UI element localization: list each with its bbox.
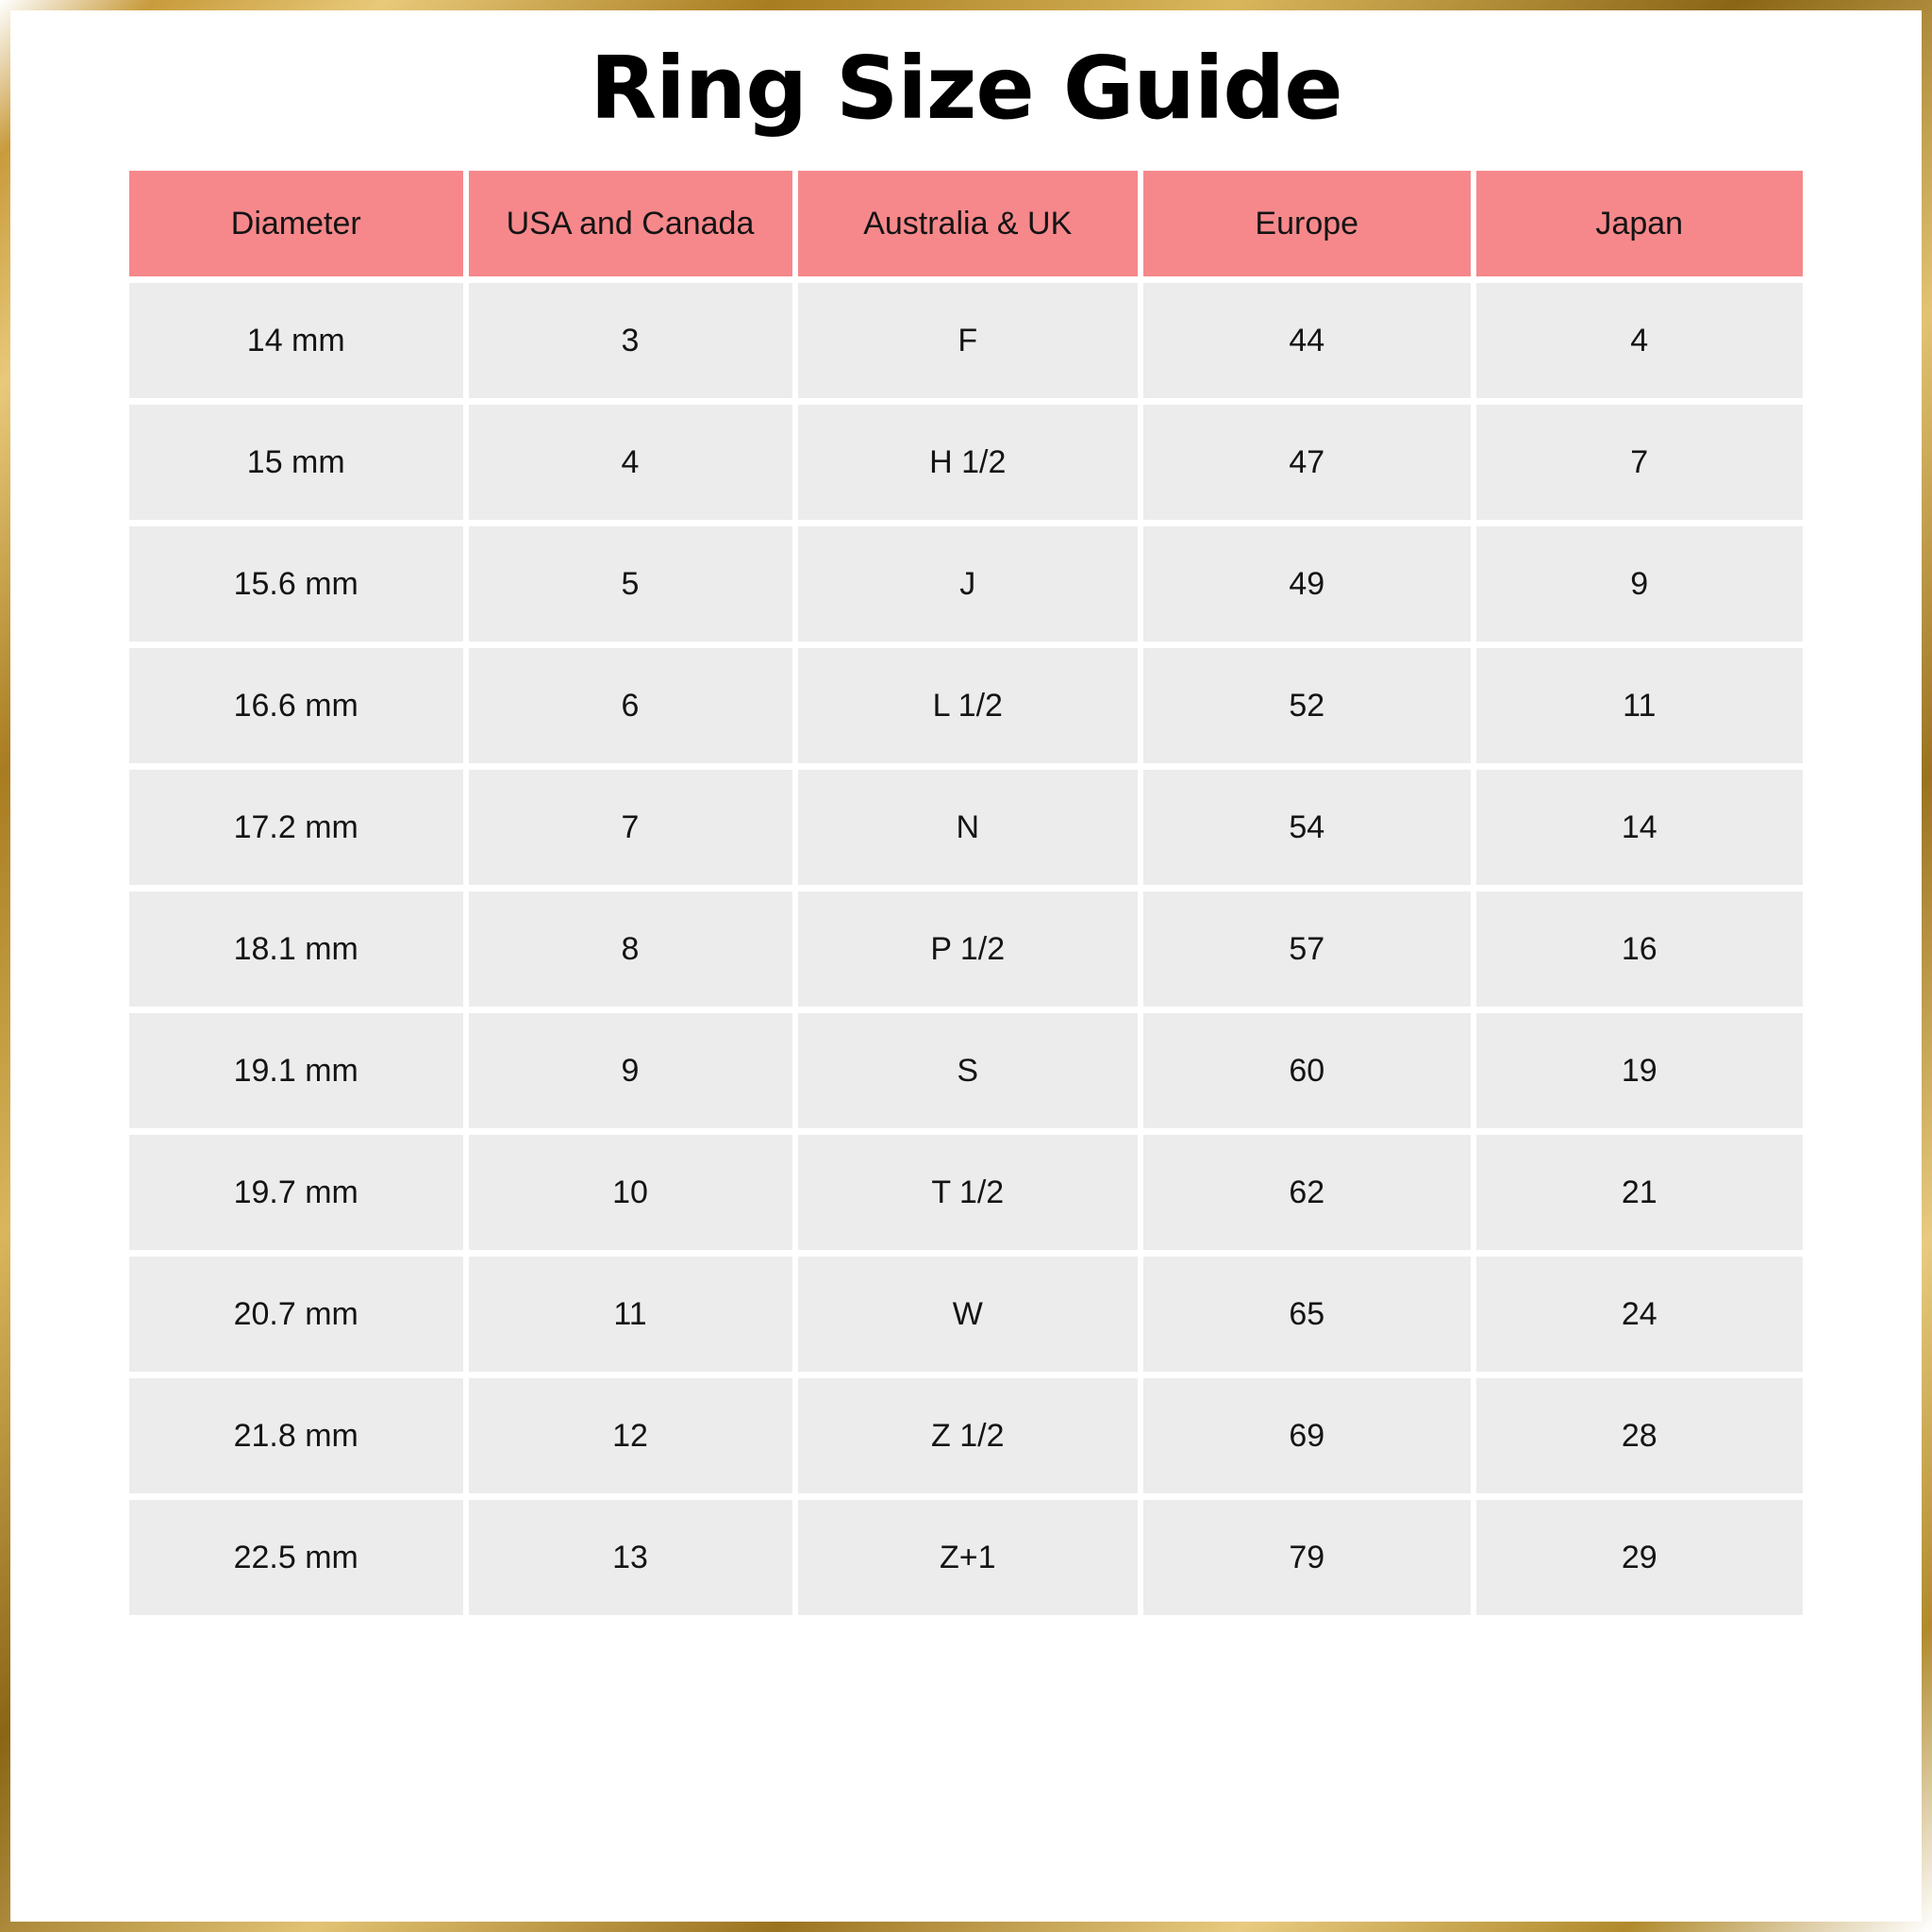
cell-europe: 57 — [1143, 891, 1471, 1007]
cell-usa-canada: 7 — [469, 770, 792, 885]
cell-usa-canada: 11 — [469, 1257, 792, 1372]
cell-japan: 24 — [1476, 1257, 1804, 1372]
cell-europe: 65 — [1143, 1257, 1471, 1372]
cell-europe: 47 — [1143, 405, 1471, 520]
cell-australia-uk: H 1/2 — [798, 405, 1139, 520]
column-header-usa-canada: USA and Canada — [469, 171, 792, 276]
cell-diameter: 17.2 mm — [129, 770, 463, 885]
cell-japan: 19 — [1476, 1013, 1804, 1128]
cell-australia-uk: N — [798, 770, 1139, 885]
table-row — [129, 405, 1803, 520]
cell-japan: 9 — [1476, 526, 1804, 641]
cell-japan: 4 — [1476, 283, 1804, 398]
cell-japan: 21 — [1476, 1135, 1804, 1250]
table-row — [129, 648, 1803, 763]
cell-usa-canada: 5 — [469, 526, 792, 641]
cell-japan: 14 — [1476, 770, 1804, 885]
cell-australia-uk: L 1/2 — [798, 648, 1139, 763]
content-area — [10, 10, 1922, 1922]
column-header-japan: Japan — [1476, 171, 1804, 276]
cell-japan: 11 — [1476, 648, 1804, 763]
cell-diameter: 15.6 mm — [129, 526, 463, 641]
cell-usa-canada: 3 — [469, 283, 792, 398]
cell-usa-canada: 13 — [469, 1500, 792, 1615]
cell-australia-uk: Z+1 — [798, 1500, 1139, 1615]
column-header-australia-uk: Australia & UK — [798, 171, 1139, 276]
cell-australia-uk: S — [798, 1013, 1139, 1128]
cell-diameter: 19.7 mm — [129, 1135, 463, 1250]
cell-usa-canada: 12 — [469, 1378, 792, 1493]
table-row — [129, 1013, 1803, 1128]
page-title: Ring Size Guide — [590, 38, 1342, 139]
cell-diameter: 16.6 mm — [129, 648, 463, 763]
column-header-diameter: Diameter — [129, 171, 463, 276]
cell-diameter: 20.7 mm — [129, 1257, 463, 1372]
cell-usa-canada: 6 — [469, 648, 792, 763]
column-header-europe: Europe — [1143, 171, 1471, 276]
table-header-row — [129, 171, 1803, 276]
ring-size-table — [124, 164, 1808, 1622]
cell-diameter: 19.1 mm — [129, 1013, 463, 1128]
cell-australia-uk: T 1/2 — [798, 1135, 1139, 1250]
table-row — [129, 283, 1803, 398]
cell-usa-canada: 8 — [469, 891, 792, 1007]
table-row — [129, 1500, 1803, 1615]
cell-australia-uk: P 1/2 — [798, 891, 1139, 1007]
cell-diameter: 22.5 mm — [129, 1500, 463, 1615]
cell-diameter: 14 mm — [129, 283, 463, 398]
cell-australia-uk: Z 1/2 — [798, 1378, 1139, 1493]
cell-usa-canada: 4 — [469, 405, 792, 520]
cell-europe: 62 — [1143, 1135, 1471, 1250]
cell-japan: 7 — [1476, 405, 1804, 520]
cell-diameter: 15 mm — [129, 405, 463, 520]
cell-australia-uk: J — [798, 526, 1139, 641]
cell-europe: 44 — [1143, 283, 1471, 398]
cell-europe: 79 — [1143, 1500, 1471, 1615]
cell-australia-uk: F — [798, 283, 1139, 398]
cell-europe: 69 — [1143, 1378, 1471, 1493]
cell-europe: 54 — [1143, 770, 1471, 885]
cell-usa-canada: 9 — [469, 1013, 792, 1128]
table-row — [129, 770, 1803, 885]
table-row — [129, 1257, 1803, 1372]
cell-europe: 60 — [1143, 1013, 1471, 1128]
cell-diameter: 18.1 mm — [129, 891, 463, 1007]
table-row — [129, 891, 1803, 1007]
cell-japan: 16 — [1476, 891, 1804, 1007]
cell-australia-uk: W — [798, 1257, 1139, 1372]
cell-japan: 28 — [1476, 1378, 1804, 1493]
cell-japan: 29 — [1476, 1500, 1804, 1615]
cell-europe: 49 — [1143, 526, 1471, 641]
table-row — [129, 1378, 1803, 1493]
cell-europe: 52 — [1143, 648, 1471, 763]
table-row — [129, 1135, 1803, 1250]
table-row — [129, 526, 1803, 641]
cell-usa-canada: 10 — [469, 1135, 792, 1250]
cell-diameter: 21.8 mm — [129, 1378, 463, 1493]
